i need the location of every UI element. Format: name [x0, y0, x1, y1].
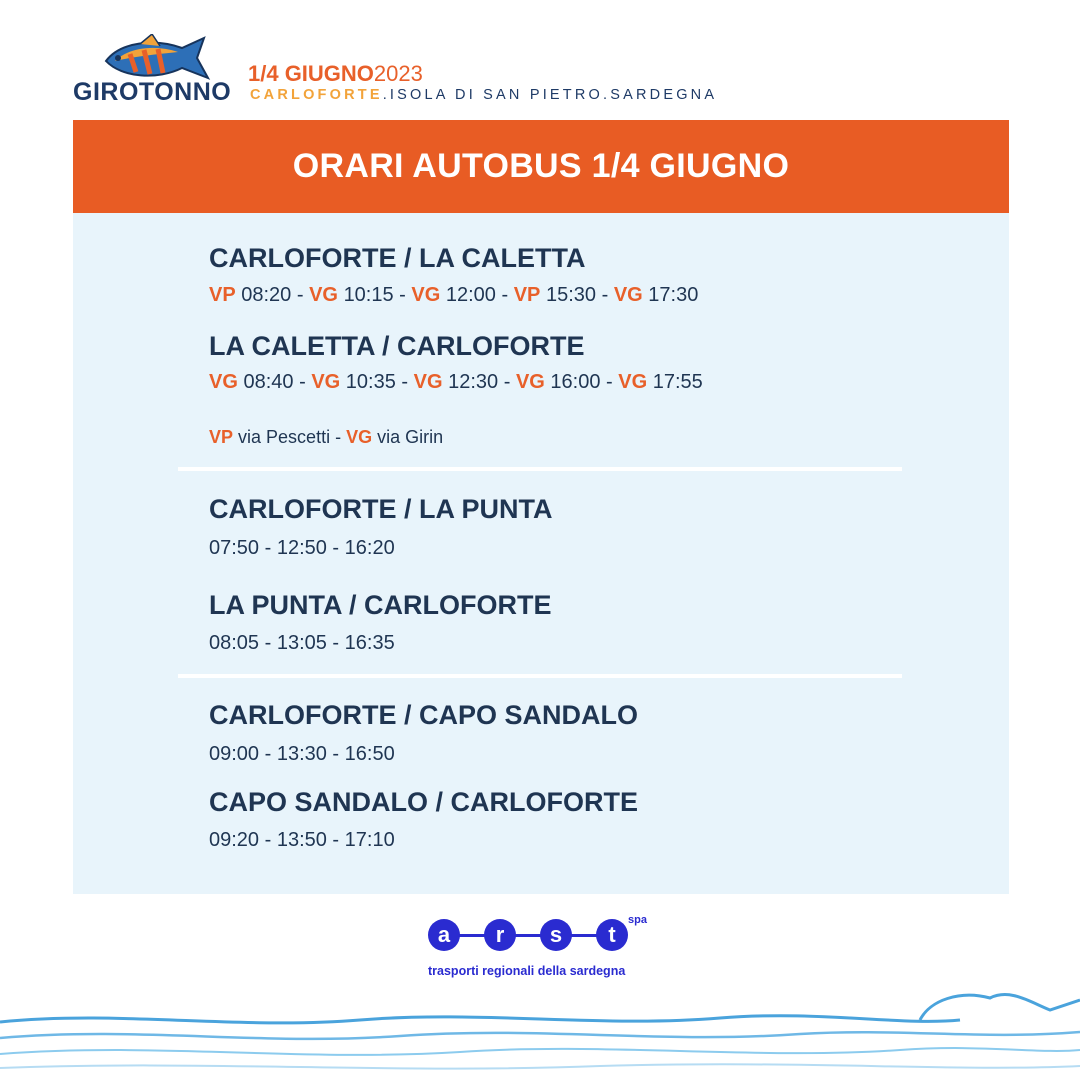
route-code: VG	[209, 371, 238, 393]
route-legend: VP via Pescetti - VG via Girin	[209, 427, 444, 447]
route-time: 17:55	[652, 371, 703, 393]
route-code: VP	[209, 284, 236, 306]
logo-letter-s: s	[540, 919, 572, 951]
event-location	[250, 87, 717, 103]
route-title: LA CALETTA / CARLOFORTE	[209, 331, 585, 361]
route-code: VP	[513, 284, 541, 306]
legend-label: via Pescetti	[238, 427, 331, 447]
logo-letter-r: r	[484, 919, 516, 951]
route-code: VG	[309, 284, 338, 306]
logo-letter-t: t	[596, 919, 628, 951]
route-time: 08:40	[243, 371, 294, 393]
logo-tagline: trasporti regionali della sardegna	[428, 964, 626, 978]
route-code: VG	[311, 371, 341, 393]
route-times: VP 08:20 - VG 10:15 - VG 12:00 - VP 15:30 - VG 17:30	[209, 284, 699, 306]
schedule-banner	[73, 120, 1009, 213]
route-time: 16:00	[550, 371, 601, 393]
town-name: CARLOFORTE	[250, 87, 383, 103]
route-time: 10:15	[343, 284, 394, 306]
tuna-fish-icon	[100, 34, 212, 84]
location-rest: .ISOLA DI SAN PIETRO.SARDEGNA	[382, 87, 718, 103]
route-code: VG	[411, 284, 441, 306]
girotonno-logo	[70, 34, 245, 109]
route-times: 08:05 - 13:05 - 16:35	[209, 632, 395, 654]
arst-logo	[426, 912, 666, 984]
route-times: 07:50 - 12:50 - 16:20	[209, 537, 395, 559]
legend-code: VP	[209, 427, 234, 447]
legend-label: via Girin	[377, 427, 444, 447]
route-title: LA PUNTA / CARLOFORTE	[209, 590, 552, 620]
route-title: CAPO SANDALO / CARLOFORTE	[209, 787, 638, 817]
route-time: 12:00	[445, 284, 496, 306]
logo-letter-a: a	[428, 919, 460, 951]
route-code: VG	[515, 371, 545, 393]
route-code: VG	[613, 284, 643, 306]
route-times: 09:20 - 13:50 - 17:10	[209, 829, 395, 851]
route-code: VG	[618, 371, 648, 393]
route-code: VG	[413, 371, 443, 393]
legend-code: VG	[346, 427, 373, 447]
route-times: 09:00 - 13:30 - 16:50	[209, 743, 395, 765]
route-time: 15:30	[545, 284, 597, 306]
route-time: 08:20	[241, 284, 292, 306]
route-times: VG 08:40 - VG 10:35 - VG 12:30 - VG 16:00 - VG 17:55	[209, 371, 703, 393]
logo-wordmark: GIROTONNO	[73, 78, 232, 106]
route-title: CARLOFORTE / LA PUNTA	[209, 494, 553, 524]
waves-decoration	[0, 980, 1080, 1080]
route-title: CARLOFORTE / CAPO SANDALO	[209, 700, 638, 730]
divider	[178, 467, 902, 471]
banner-title: ORARI AUTOBUS 1/4 GIUGNO	[292, 147, 790, 185]
event-header	[70, 34, 790, 114]
route-time: 17:30	[648, 284, 699, 306]
route-time: 10:35	[345, 371, 396, 393]
date-range: 1/4 GIUGNO	[248, 61, 374, 86]
logo-line	[436, 934, 616, 937]
event-dates	[248, 61, 423, 87]
divider	[178, 674, 902, 678]
event-year: 2023	[373, 61, 423, 86]
route-time: 12:30	[448, 371, 499, 393]
route-title: CARLOFORTE / LA CALETTA	[209, 243, 586, 273]
logo-spa: spa	[628, 914, 647, 926]
